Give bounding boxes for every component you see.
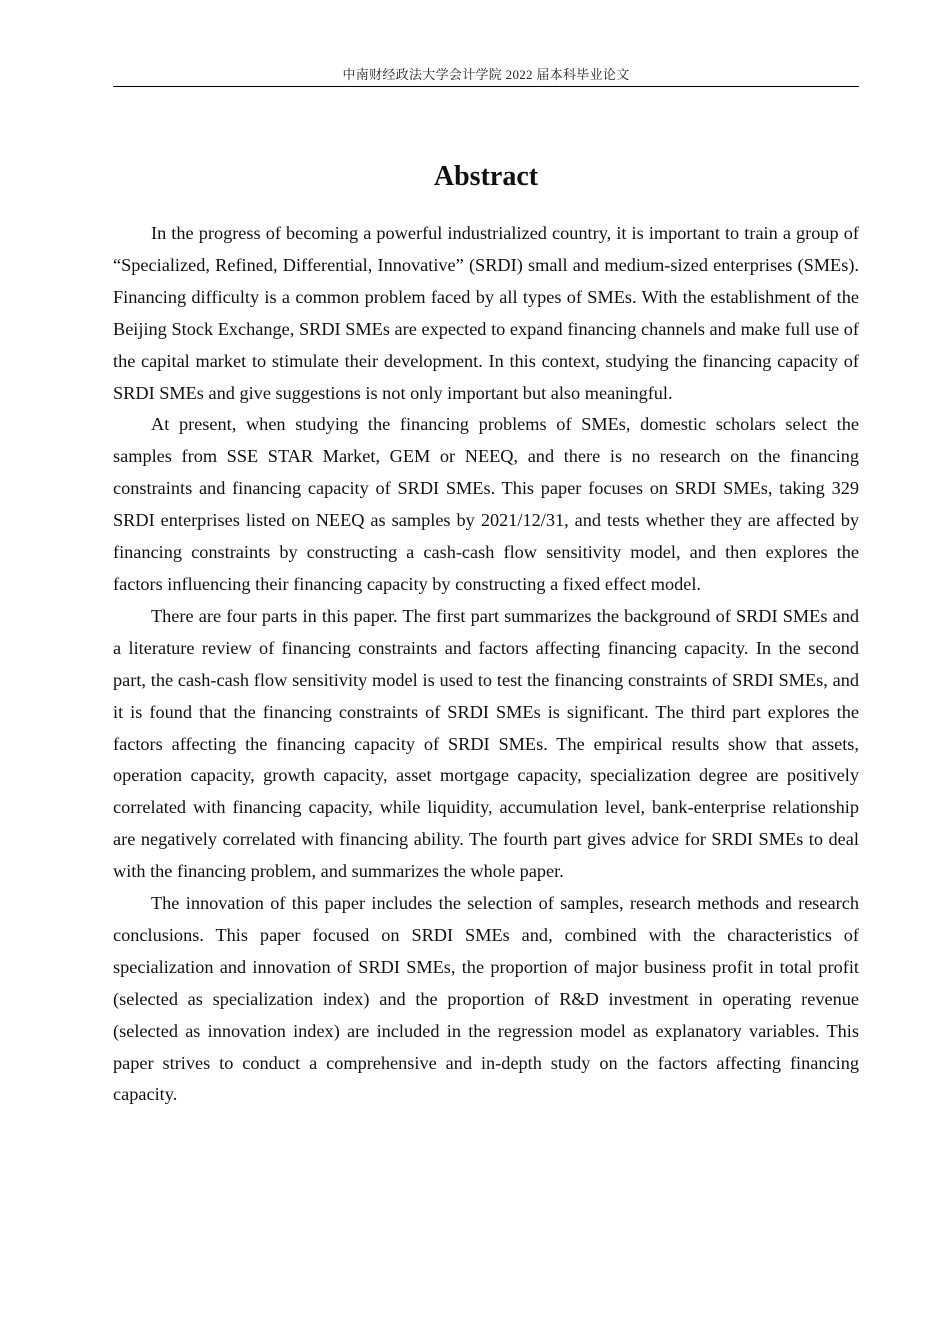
- abstract-title: Abstract: [433, 161, 539, 192]
- header-rule: [113, 86, 859, 87]
- abstract-paragraph-4: The innovation of this paper includes the selection of samples, research methods and research conclusions. This paper focused on SRDI SMEs and, combined with the characteristics of specialization and innovation of SRDI SMEs, the proportion of major business profit in total profit (selected as specialization index) and the proportion of R&D investment in operating revenue (selected as innovation index) are included in the regression model as explanatory variables. This paper strives to conduct a comprehensive and in-depth study on the factors affecting financing capacity.: [113, 893, 859, 1105]
- abstract-paragraph-1: In the progress of becoming a powerful industrialized country, it is important to train a group of “Specialized, Refined, Differential, Innovative” (SRDI) small and medium-sized enterprises (SMEs). Financing difficulty is a common problem faced by all types of SMEs. With the establishment of the Beijing Stock Exchange, SRDI SMEs are expected to expand financing channels and make full use of the capital market to stimulate their development. In this context, studying the financing capacity of SRDI SMEs and give suggestions is not only important but also meaningful.: [113, 223, 859, 403]
- abstract-paragraph-3: There are four parts in this paper. The first part summarizes the background of SRDI SMEs and a literature review of financing constraints and factors affecting financing capacity. In the second part, the cash-cash flow sensitivity model is used to test the financing constraints of SRDI SMEs, and it is found that the financing constraints of SRDI SMEs is significant. The third part explores the factors affecting the financing capacity of SRDI SMEs. The empirical results show that assets, operation capacity, growth capacity, asset mortgage capacity, specialization degree are positively correlated with financing capacity, while liquidity, accumulation level, bank-enterprise relationship are negatively correlated with financing ability. The fourth part gives advice for SRDI SMEs to deal with the financing problem, and summarizes the whole paper.: [113, 605, 859, 882]
- abstract-paragraph-2: At present, when studying the financing problems of SMEs, domestic scholars select the samples from SSE STAR Market, GEM or NEEQ, and there is no research on the financing constraints and financing capacity of SRDI SMEs. This paper focuses on SRDI SMEs, taking 329 SRDI enterprises listed on NEEQ as samples by 2021/12/31, and tests whether they are affected by financing constraints by constructing a cash-cash flow sensitivity model, and then explores the factors influencing their financing capacity by constructing a fixed effect model.: [113, 414, 859, 594]
- abstract-body: [113, 218, 859, 1111]
- running-header: 中南财经政法大学会计学院 2022 届本科毕业论文: [342, 67, 630, 82]
